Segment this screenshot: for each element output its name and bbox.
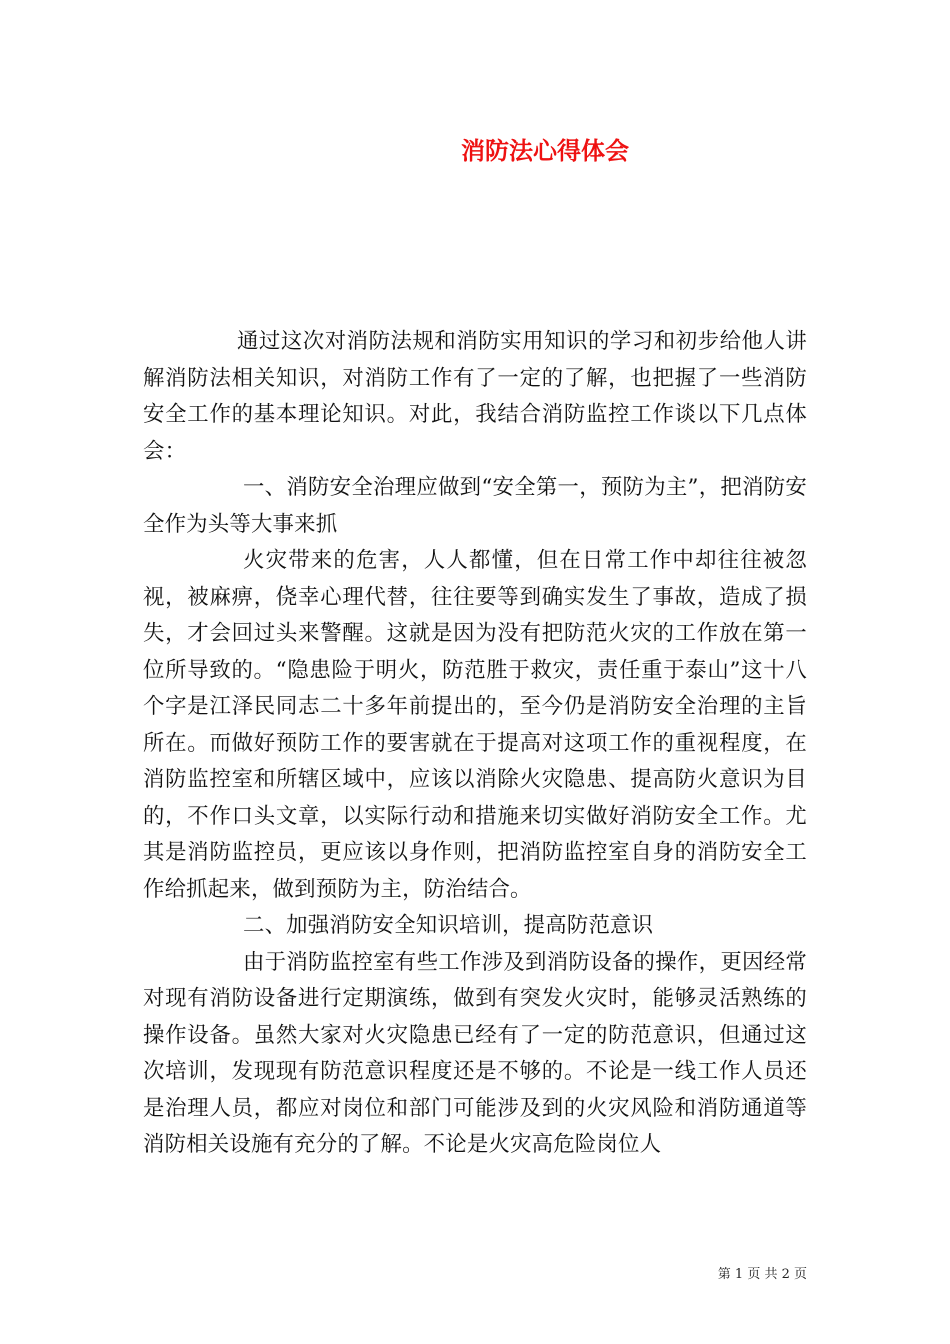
document-body [143, 324, 807, 1164]
paragraph-section-1: 火灾带来的危害，人人都懂，但在日常工作中却往往被忽视，被麻痹，侥幸心理代替，往往要等到确实发生了事故，造成了损失，才会回过头来警醒。这就是因为没有把防范火灾的工作放在第一位所导致的。“隐患险于明火，防范胜于救灾，责任重于泰山”这十八个字是江泽民同志二十多年前提出的，至今仍是消防安全治理的主旨所在。而做好预防工作的要害就在于提高对这项工作的重视程度，在消防监控室和所辖区域中，应该以消除火灾隐患、提高防火意识为目的，不作口头文章，以实际行动和措施来切实做好消防安全工作。尤其是消防监控员，更应该以身作则，把消防监控室自身的消防安全工作给抓起来，做到预防为主，防治结合。 [143, 548, 807, 902]
paragraph-section-2: 由于消防监控室有些工作涉及到消防设备的操作，更因经常对现有消防设备进行定期演练，做到有突发火灾时，能够灵活熟练的操作设备。虽然大家对火灾隐患已经有了一定的防范意识，但通过这次培训，发现现有防范意识程度还是不够的。不论是一线工作人员还是治理人员，都应对岗位和部门可能涉及到的火灾风险和消防通道等消防相关设施有充分的了解。不论是火灾高危险岗位人 [143, 949, 807, 1157]
section-heading-2: 二、加强消防安全知识培训，提高防范意识 [243, 913, 654, 938]
section-heading-1: 一、消防安全治理应做到“安全第一，预防为主”，把消防安全作为头等大事来抓 [143, 475, 807, 537]
paragraph-intro: 通过这次对消防法规和消防实用知识的学习和初步给他人讲解消防法相关知识，对消防工作有了一定的了解，也把握了一些消防安全工作的基本理论知识。对此，我结合消防监控工作谈以下几点体会： [143, 329, 807, 464]
document-title: 消防法心得体会 [461, 137, 629, 165]
page-footer: 第 1 页 共 2 页 [717, 1267, 807, 1282]
